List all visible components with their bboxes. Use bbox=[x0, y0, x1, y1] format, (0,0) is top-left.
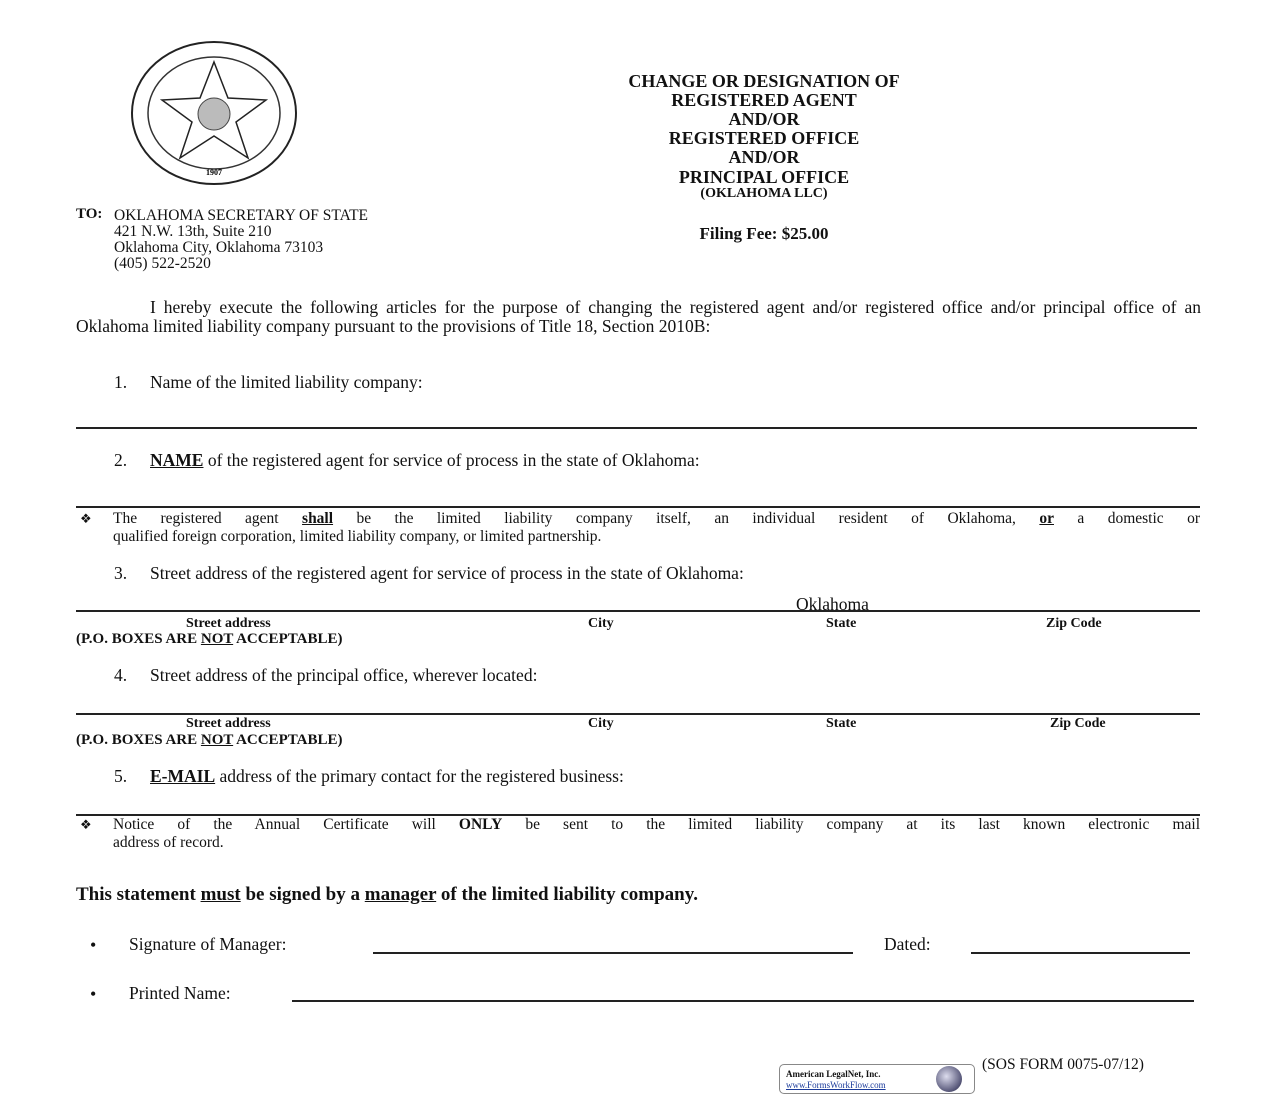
title-subtitle: (OKLAHOMA LLC) bbox=[700, 186, 828, 201]
title-line: AND/OR bbox=[728, 109, 800, 129]
item-number: 4. bbox=[114, 665, 128, 685]
note-annual-line2: address of record. bbox=[113, 834, 224, 851]
state-label: State bbox=[826, 616, 857, 631]
address-line: (405) 522-2520 bbox=[114, 255, 211, 272]
bullet-icon: • bbox=[90, 984, 97, 1004]
address-line: Oklahoma City, Oklahoma 73103 bbox=[114, 239, 324, 256]
city-label: City bbox=[588, 616, 614, 631]
to-label: TO: bbox=[76, 206, 103, 222]
agent-state-value[interactable]: Oklahoma bbox=[796, 594, 869, 614]
zip-label: Zip Code bbox=[1050, 716, 1106, 731]
title-line: CHANGE OR DESIGNATION OF bbox=[628, 71, 900, 91]
legalnet-badge: American LegalNet, Inc. www.FormsWorkFlow.com bbox=[779, 1064, 975, 1094]
signature-label: Signature of Manager: bbox=[129, 934, 287, 954]
intro-paragraph: I hereby execute the following articles for the purpose of changing the registered agent and/or registered office and/or principal office of an Oklahoma limited liability company pursuant to the provisions of Title 18, Section 2010B: bbox=[76, 297, 1201, 336]
filing-fee: Filing Fee: $25.00 bbox=[699, 224, 829, 243]
note-agent: The registered agent shall be the limited liability company itself, an individual resident of Oklahoma, or a domestic or bbox=[113, 510, 1200, 527]
globe-icon bbox=[936, 1066, 962, 1092]
diamond-bullet-icon: ❖ bbox=[80, 511, 92, 526]
llc-name-field[interactable] bbox=[76, 427, 1197, 429]
address-line: 421 N.W. 13th, Suite 210 bbox=[114, 223, 272, 240]
item-1-label: Name of the limited liability company: bbox=[150, 372, 423, 392]
title-line: REGISTERED OFFICE bbox=[668, 128, 860, 148]
dated-label: Dated: bbox=[884, 934, 931, 954]
street-label: Street address bbox=[186, 616, 271, 631]
item-2-label: NAME of the registered agent for service of process in the state of Oklahoma: bbox=[150, 450, 700, 470]
bullet-icon: • bbox=[90, 935, 97, 955]
title-line: PRINCIPAL OFFICE bbox=[678, 167, 850, 187]
signature-field[interactable] bbox=[373, 952, 853, 954]
printed-name-field[interactable] bbox=[292, 1000, 1194, 1002]
item-3-label: Street address of the registered agent for service of process in the state of Oklahoma: bbox=[150, 563, 744, 583]
state-label: State bbox=[826, 716, 857, 731]
item-5-label: E-MAIL address of the primary contact for the registered business: bbox=[150, 766, 624, 786]
address-line: OKLAHOMA SECRETARY OF STATE bbox=[114, 207, 369, 224]
printed-name-label: Printed Name: bbox=[129, 983, 231, 1003]
diamond-bullet-icon: ❖ bbox=[80, 817, 92, 832]
date-field[interactable] bbox=[971, 952, 1190, 954]
city-label: City bbox=[588, 716, 614, 731]
form-number: (SOS FORM 0075-07/12) bbox=[982, 1056, 1144, 1073]
agent-name-field[interactable] bbox=[76, 506, 1200, 508]
item-4-label: Street address of the principal office, wherever located: bbox=[150, 665, 538, 685]
legalnet-link[interactable]: www.FormsWorkFlow.com bbox=[786, 1080, 886, 1090]
oklahoma-seal-icon bbox=[130, 40, 300, 186]
svg-text:1907: 1907 bbox=[206, 168, 222, 177]
po-box-note: (P.O. BOXES ARE NOT ACCEPTABLE) bbox=[76, 732, 343, 748]
item-number: 2. bbox=[114, 450, 128, 470]
street-label: Street address bbox=[186, 716, 271, 731]
zip-label: Zip Code bbox=[1046, 616, 1102, 631]
title-line: REGISTERED AGENT bbox=[671, 90, 857, 110]
signature-statement: This statement must be signed by a manager of the limited liability company. bbox=[76, 884, 698, 905]
po-box-note: (P.O. BOXES ARE NOT ACCEPTABLE) bbox=[76, 631, 343, 647]
note-agent-line2: qualified foreign corporation, limited liability company, or limited partnership. bbox=[113, 528, 602, 545]
principal-address-field[interactable] bbox=[76, 713, 1200, 715]
item-number: 5. bbox=[114, 766, 128, 786]
agent-address-field[interactable] bbox=[76, 610, 1200, 612]
note-annual-certificate: Notice of the Annual Certificate will ONLY be sent to the limited liability company at its last known electronic mail bbox=[113, 816, 1200, 833]
item-number: 1. bbox=[114, 372, 128, 392]
title-line: AND/OR bbox=[728, 147, 800, 167]
item-number: 3. bbox=[114, 563, 128, 583]
